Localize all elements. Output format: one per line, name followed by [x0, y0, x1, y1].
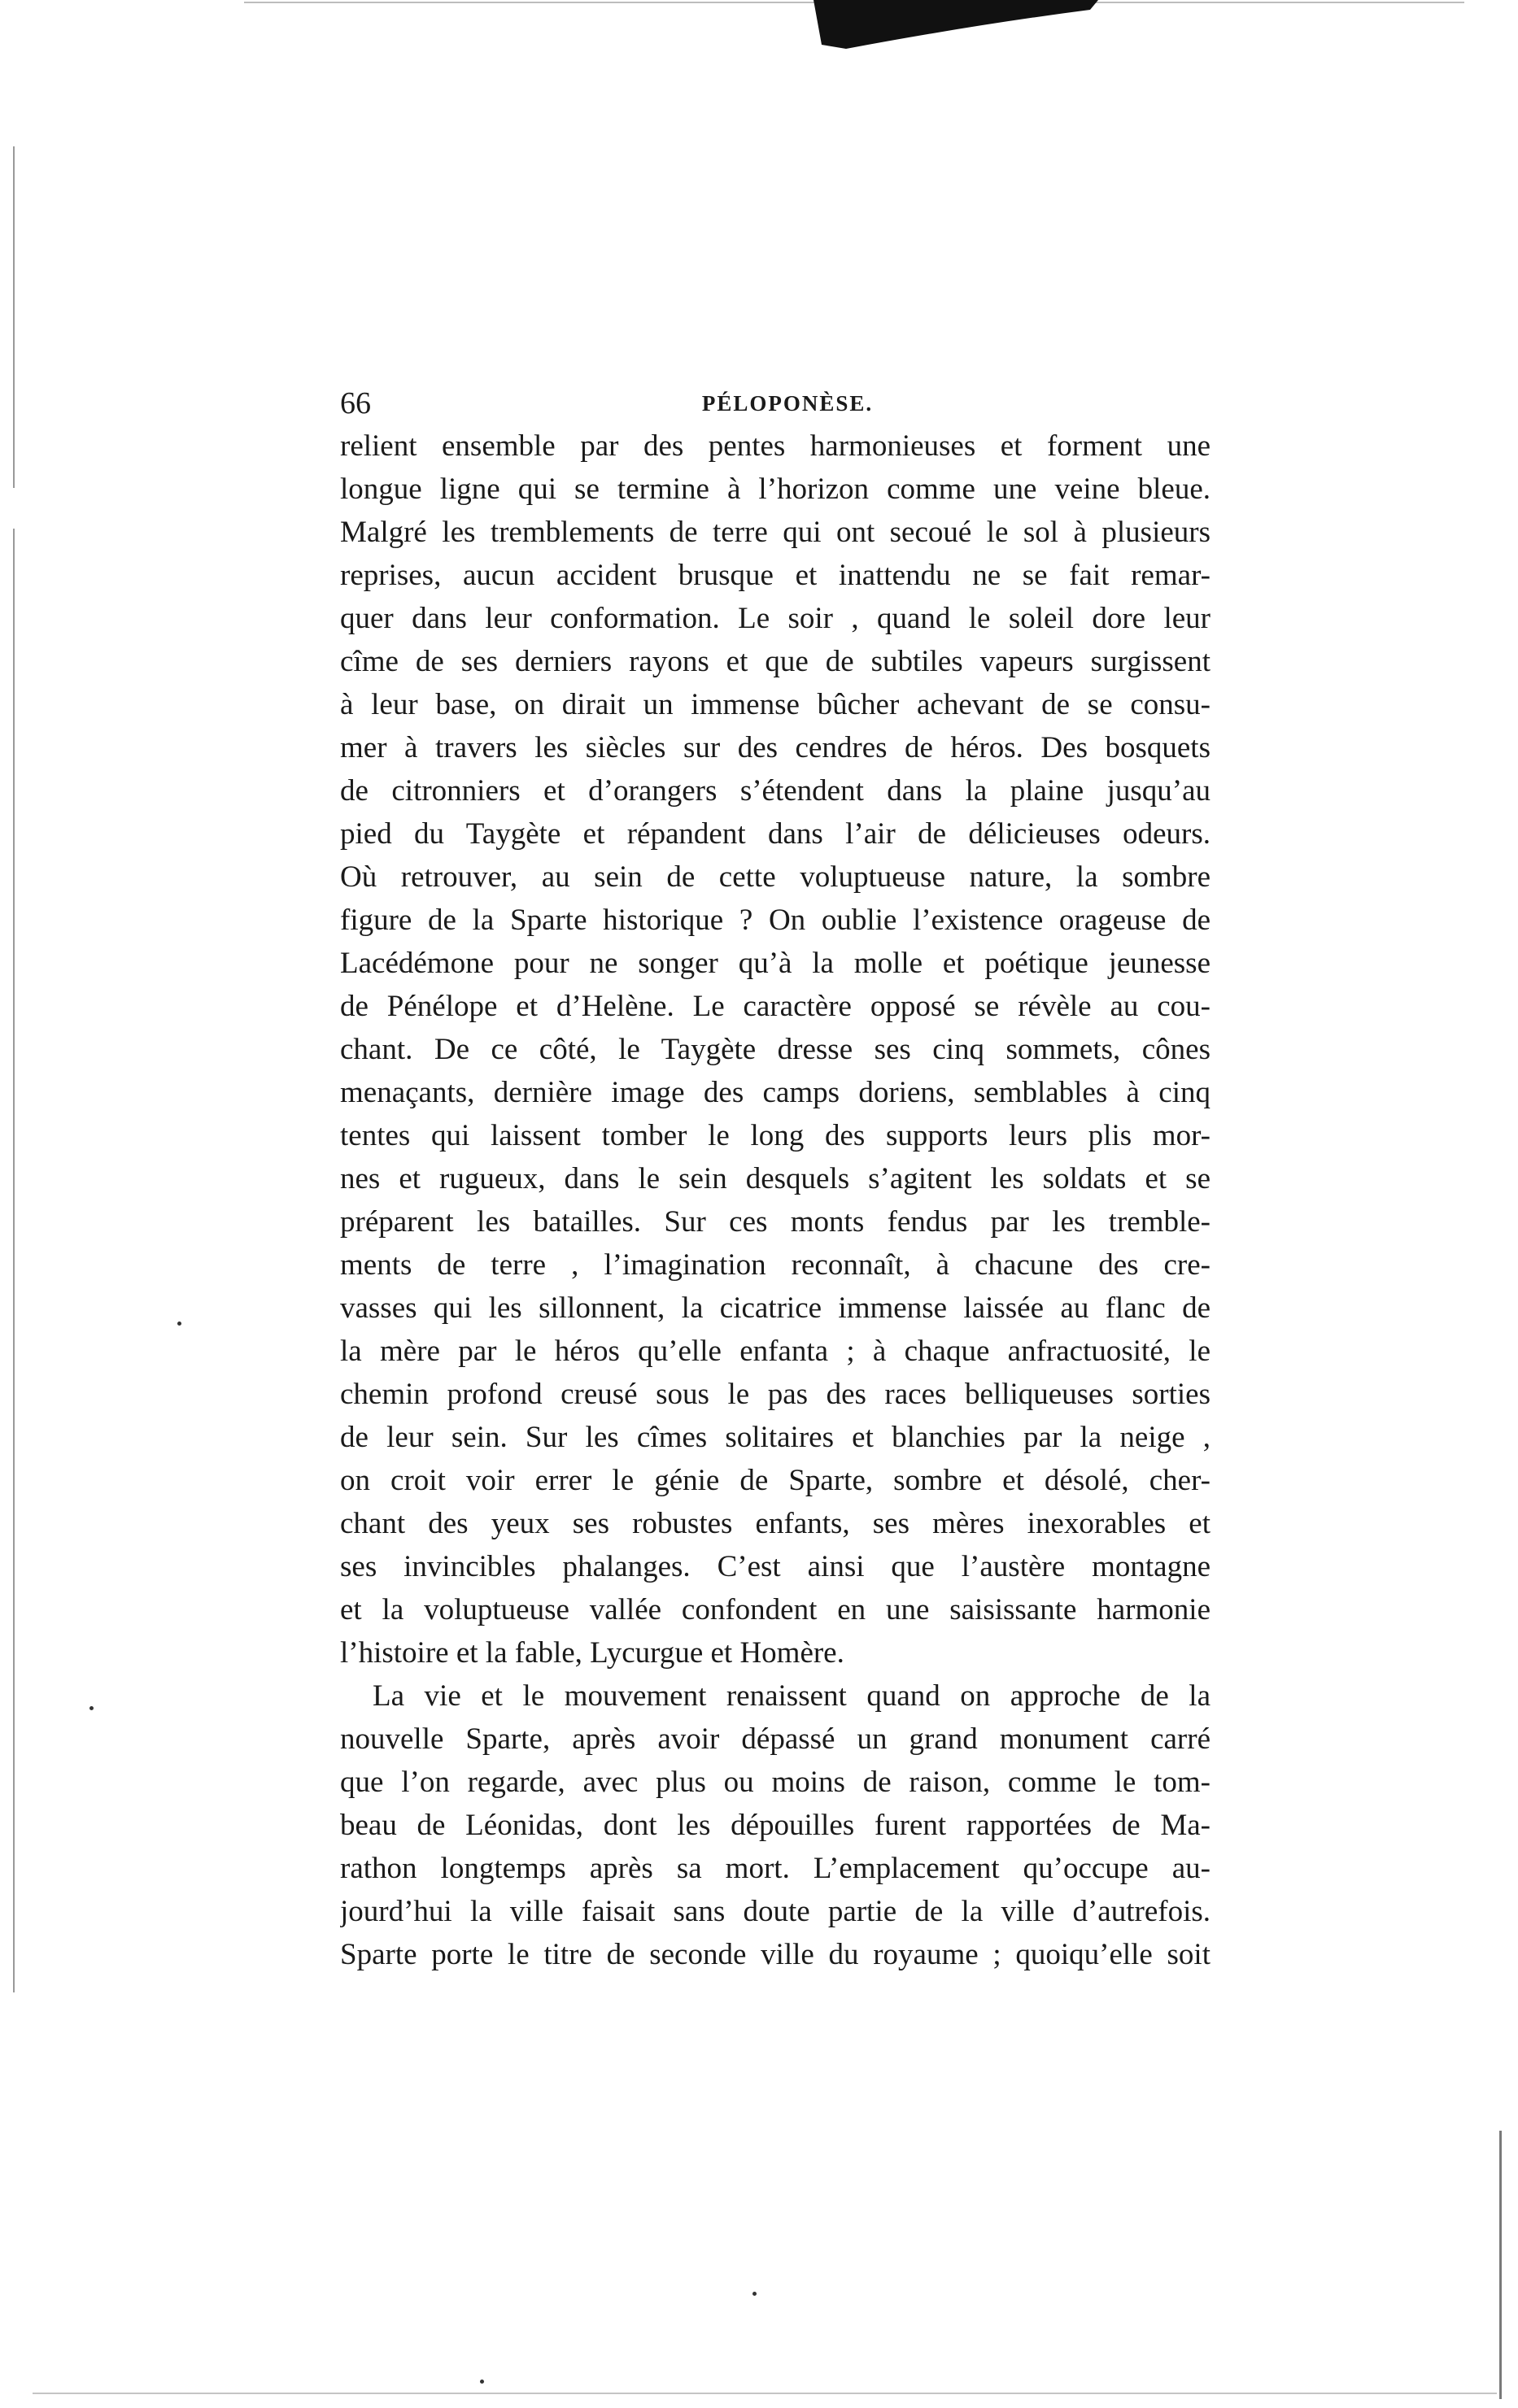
text-line: chemin profond creusé sous le pas des races belliqueuses sorties [340, 1378, 1210, 1411]
text-line: mer à travers les siècles sur des cendres de héros. Des bosquets [340, 731, 1210, 764]
text-line: et la voluptueuse vallée confondent en une saisissante harmonie [340, 1593, 1210, 1626]
scan-edge-right [1499, 2131, 1502, 2399]
text-line: Sparte porte le titre de seconde ville du royaume ; quoiqu’elle soit [340, 1938, 1210, 1971]
text-line: quer dans leur conformation. Le soir , quand le soleil dore leur [340, 602, 1210, 635]
text-line: ments de terre , l’imagination reconnaît, à chacune des cre- [340, 1248, 1210, 1282]
text-line: de leur sein. Sur les cîmes solitaires et blanchies par la neige , [340, 1421, 1210, 1454]
text-line: à leur base, on dirait un immense bûcher achevant de se consu- [340, 688, 1210, 721]
text-line: jourd’hui la ville faisait sans doute partie de la ville d’autrefois. [340, 1895, 1210, 1928]
text-line: reprises, aucun accident brusque et inattendu ne se fait remar- [340, 559, 1210, 592]
text-line: Malgré les tremblements de terre qui ont secoué le sol à plusieurs [340, 516, 1210, 549]
text-line: l’histoire et la fable, Lycurgue et Homère. [340, 1636, 844, 1670]
text-line: Où retrouver, au sein de cette voluptueuse nature, la sombre [340, 860, 1210, 894]
text-line: chant. De ce côté, le Taygète dresse ses cinq sommets, cônes [340, 1033, 1210, 1066]
text-line: on croit voir errer le génie de Sparte, sombre et désolé, cher- [340, 1464, 1210, 1497]
tape-mark [814, 0, 1098, 49]
text-line: vasses qui les sillonnent, la cicatrice immense laissée au flanc de [340, 1291, 1210, 1325]
text-line: chant des yeux ses robustes enfants, ses mères inexorables et [340, 1507, 1210, 1540]
text-line: cîme de ses derniers rayons et que de subtiles vapeurs surgissent [340, 645, 1210, 678]
text-line: de citronniers et d’orangers s’étendent dans la plaine jusqu’au [340, 774, 1210, 808]
text-line: ses invincibles phalanges. C’est ainsi que l’austère montagne [340, 1550, 1210, 1583]
ink-speck [89, 1706, 94, 1710]
text-line: rathon longtemps après sa mort. L’emplacement qu’occupe au- [340, 1852, 1210, 1885]
page-header [340, 382, 1235, 425]
text-line: beau de Léonidas, dont les dépouilles furent rapportées de Ma- [340, 1809, 1210, 1842]
text-line: longue ligne qui se termine à l’horizon comme une veine bleue. [340, 472, 1210, 506]
text-line: figure de la Sparte historique ? On oublie l’existence orageuse de [340, 904, 1210, 937]
scan-edge-left-lower [13, 529, 15, 1992]
running-title: PÉLOPONÈSE. [701, 391, 874, 416]
text-line: menaçants, dernière image des camps doriens, semblables à cinq [340, 1076, 1210, 1109]
ink-speck [177, 1322, 181, 1326]
ink-speck [752, 2292, 757, 2296]
text-line: nouvelle Sparte, après avoir dépassé un grand monument carré [340, 1722, 1210, 1756]
text-line: nes et rugueux, dans le sein desquels s’agitent les soldats et se [340, 1162, 1210, 1195]
body-text [340, 425, 1210, 1976]
text-line: la mère par le héros qu’elle enfanta ; à chaque anfractuosité, le [340, 1335, 1210, 1368]
text-line: préparent les batailles. Sur ces monts fendus par les tremble- [340, 1205, 1210, 1239]
scan-edge-bottom [33, 2393, 1497, 2394]
text-line: pied du Taygète et répandent dans l’air de délicieuses odeurs. [340, 817, 1210, 851]
page-number: 66 [340, 386, 371, 420]
scan-edge-left-upper [13, 146, 15, 488]
text-line: relient ensemble par des pentes harmonieuses et forment une [340, 429, 1210, 463]
text-line: Lacédémone pour ne songer qu’à la molle et poétique jeunesse [340, 947, 1210, 980]
ink-speck [480, 2380, 484, 2384]
text-line: que l’on regarde, avec plus ou moins de raison, comme le tom- [340, 1766, 1210, 1799]
text-line: tentes qui laissent tomber le long des supports leurs plis mor- [340, 1119, 1210, 1152]
text-line: de Pénélope et d’Helène. Le caractère opposé se révèle au cou- [340, 990, 1210, 1023]
paragraph-start-line: La vie et le mouvement renaissent quand on approche de la [373, 1679, 1210, 1713]
